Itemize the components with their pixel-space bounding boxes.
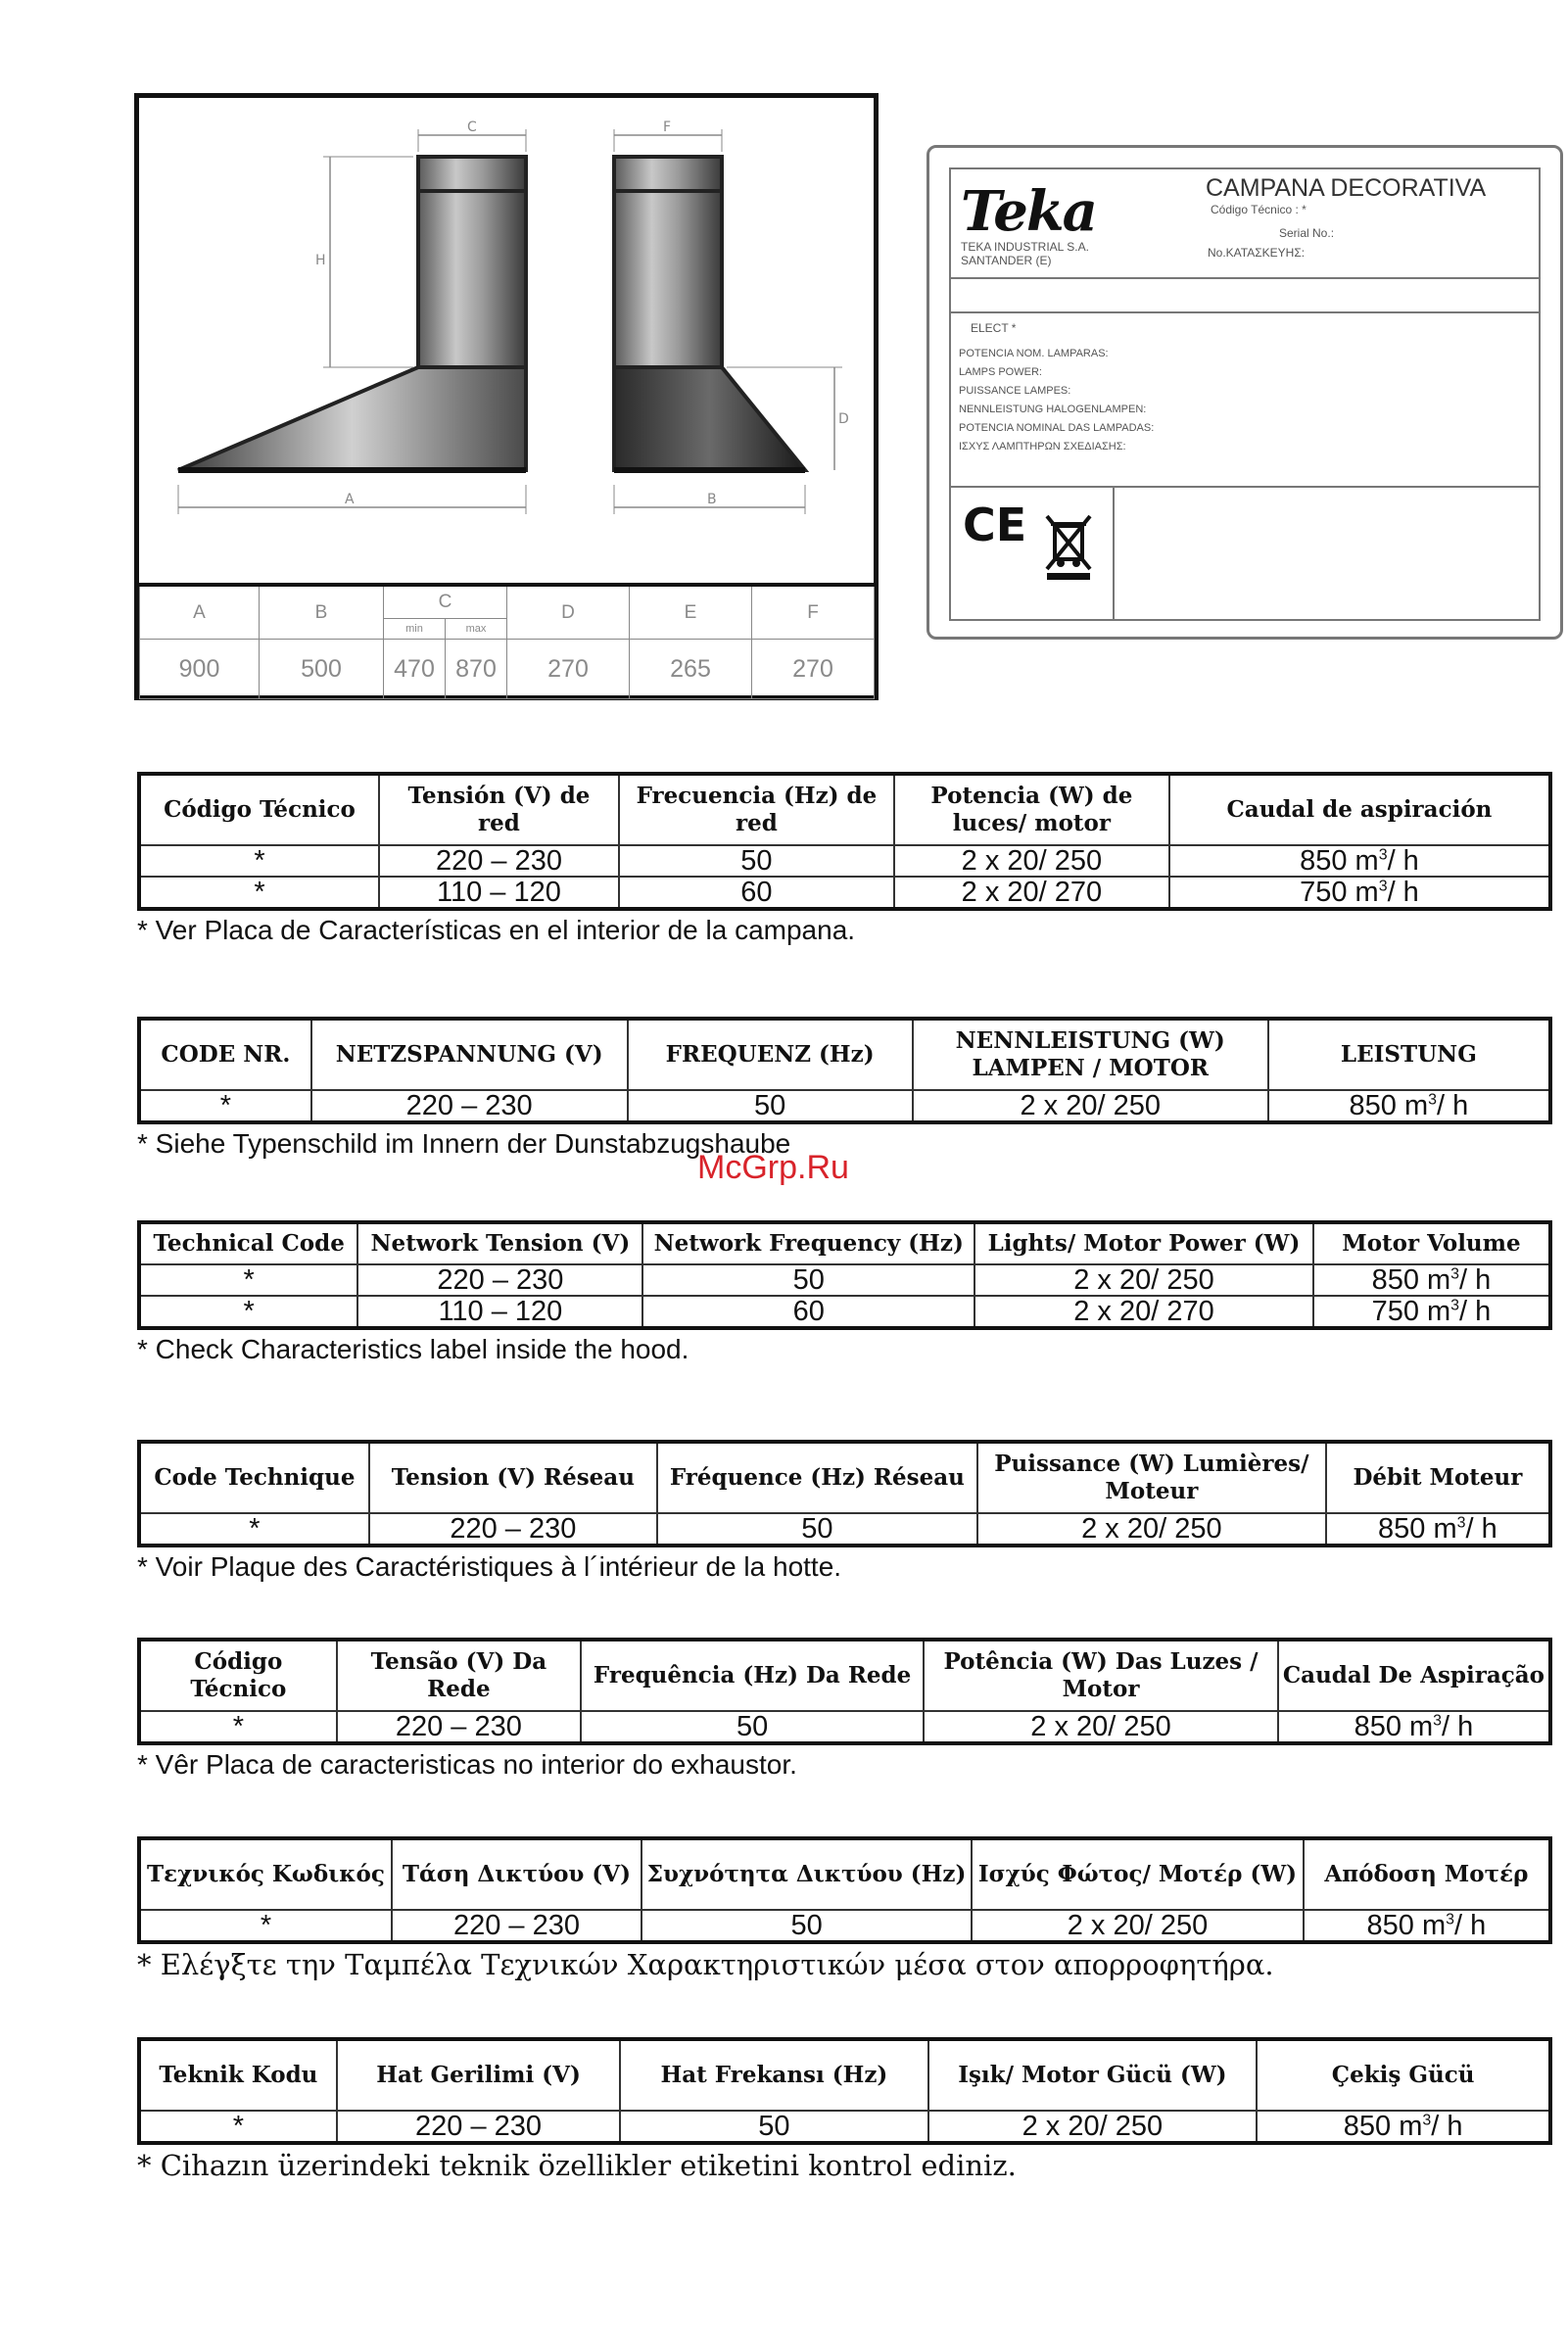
weee-bin-icon (1041, 512, 1096, 581)
cell: 50 (657, 1513, 977, 1546)
cell: 50 (620, 2111, 927, 2143)
table-note: * Vêr Placa de caracteristicas no interior do exhaustor. (137, 1749, 797, 1780)
table-row (139, 1264, 1550, 1296)
cell: 110 – 120 (357, 1296, 642, 1328)
table-row (139, 1513, 1550, 1546)
plate-power-line: PUISSANCE LAMPES: (959, 385, 1071, 397)
col-header: Frequência (Hz) Da Rede (581, 1640, 924, 1711)
col-header: Tensión (V) de red (379, 774, 619, 845)
rating-plate (927, 145, 1563, 640)
col-header: Frecuencia (Hz) de red (619, 774, 894, 845)
cell: 2 x 20/ 250 (928, 2111, 1258, 2143)
cell: * (139, 1296, 357, 1328)
col-header: NETZSPANNUNG (V) (311, 1019, 628, 1090)
watermark: McGrp.Ru (697, 1149, 849, 1186)
col-header: Caudal De Aspiração (1278, 1640, 1550, 1711)
cell: * (139, 845, 379, 877)
cell: 220 – 230 (392, 1910, 641, 1942)
spec-block-gr (137, 1836, 1552, 1981)
plate-power-line: POTENCIA NOMINAL DAS LAMPADAS: (959, 422, 1155, 434)
dim-header-f: F (752, 585, 875, 640)
dim-label-b: B (707, 492, 717, 507)
cell-flow: 850 $m^3/$ h (1169, 845, 1550, 877)
cell: 60 (619, 877, 894, 909)
col-header: Lights/ Motor Power (W) (974, 1222, 1313, 1264)
spec-table (137, 1836, 1552, 1944)
table-note: * Siehe Typenschild im Innern der Dunstabzugshaube (137, 1128, 791, 1159)
col-header: Código Técnico (139, 1640, 337, 1711)
col-header: LEISTUNG (1268, 1019, 1550, 1090)
cell: 60 (642, 1296, 974, 1328)
dim-label-h: H (315, 253, 326, 268)
spec-table (137, 772, 1552, 911)
cell: 50 (628, 1090, 913, 1122)
plate-power-line: POTENCIA NOM. LAMPARAS: (959, 348, 1109, 359)
col-header: Tensão (V) Da Rede (337, 1640, 581, 1711)
table-note: * Cihazın üzerindeki teknik özellikler etiketini kontrol ediniz. (137, 2149, 1017, 2182)
cell: 220 – 230 (337, 2111, 621, 2143)
dim-value: 500 (260, 640, 384, 699)
cell-flow: 850 $m^3/$ h (1326, 1513, 1550, 1546)
col-header: NENNLEISTUNG (W) LAMPEN / MOTOR (913, 1019, 1268, 1090)
plate-serial-greek: No.ΚΑΤΑΣΚΕΥΗΣ: (1208, 246, 1306, 260)
cell: 2 x 20/ 250 (913, 1090, 1268, 1122)
cell-flow: 850 $m^3/$ h (1278, 1711, 1550, 1743)
col-header: Código Técnico (139, 774, 379, 845)
plate-title: CAMPANA DECORATIVA (1206, 174, 1487, 202)
plate-code: Código Técnico : * (1211, 203, 1307, 216)
col-header: Τεχνικός Κωδικός (139, 1838, 392, 1910)
spec-block-de (137, 1017, 1552, 1160)
spec-block-es (137, 772, 1552, 946)
cell: * (139, 1711, 337, 1743)
cell: 50 (581, 1711, 924, 1743)
spec-table (137, 1220, 1552, 1330)
dim-label-d: D (838, 411, 849, 427)
spec-table (137, 1638, 1552, 1745)
cell: 2 x 20/ 270 (974, 1296, 1313, 1328)
col-header: Fréquence (Hz) Réseau (657, 1442, 977, 1513)
cell: * (139, 1090, 311, 1122)
cell: 220 – 230 (369, 1513, 657, 1546)
col-header: FREQUENZ (Hz) (628, 1019, 913, 1090)
spec-table (137, 1017, 1552, 1124)
table-row (139, 845, 1550, 877)
col-header: CODE NR. (139, 1019, 311, 1090)
cell: * (139, 877, 379, 909)
table-note: * Ελέγξτε την Ταμπέλα Τεχνικών Χαρακτηριστικών μέσα στον απορροφητήρα. (137, 1948, 1274, 1981)
spec-block-pt (137, 1638, 1552, 1781)
ce-mark: CE (963, 499, 1027, 551)
teka-logo: Teka (961, 179, 1096, 244)
col-header: Tension (V) Réseau (369, 1442, 657, 1513)
cell: * (139, 1910, 392, 1942)
cell: * (139, 1513, 369, 1546)
plate-serial: Serial No.: (1279, 226, 1335, 240)
dim-header-e: E (630, 585, 752, 640)
dim-header-b: B (260, 585, 384, 640)
front-view (614, 119, 849, 514)
spec-block-en (137, 1220, 1552, 1365)
dim-label-f: F (663, 119, 672, 135)
table-row (139, 1296, 1550, 1328)
spec-table (137, 1440, 1552, 1547)
table-row (139, 877, 1550, 909)
dim-label-c: C (467, 119, 477, 135)
dim-value: 270 (507, 640, 630, 699)
cell: 2 x 20/ 250 (977, 1513, 1326, 1546)
cell-flow: 850 $m^3/$ h (1268, 1090, 1550, 1122)
cell-flow: 850 $m^3/$ h (1257, 2111, 1550, 2143)
cell: 110 – 120 (379, 877, 619, 909)
col-header: Potência (W) Das Luzes / Motor (924, 1640, 1278, 1711)
cell: 50 (619, 845, 894, 877)
table-row (139, 1711, 1550, 1743)
plate-city: SANTANDER (E) (961, 254, 1052, 267)
col-header: Hat Frekansı (Hz) (620, 2039, 927, 2111)
cell: 2 x 20/ 250 (894, 845, 1169, 877)
dim-value: 900 (140, 640, 260, 699)
side-view (178, 119, 526, 514)
dim-value: 265 (630, 640, 752, 699)
dim-value: 870 (446, 640, 507, 699)
plate-power-line: ΙΣΧΥΣ ΛΑΜΠΤΗΡΩΝ ΣΧΕΔΙΑΣΗΣ: (959, 441, 1126, 452)
dim-subheader-max: max (446, 619, 507, 640)
cell: 220 – 230 (337, 1711, 581, 1743)
dim-header-c: C (384, 585, 507, 619)
col-header: Caudal de aspiración (1169, 774, 1550, 845)
spec-block-fr (137, 1440, 1552, 1583)
cell: 2 x 20/ 250 (924, 1711, 1278, 1743)
table-row (139, 1090, 1550, 1122)
col-header: Code Technique (139, 1442, 369, 1513)
col-header: Network Tension (V) (357, 1222, 642, 1264)
table-row (139, 1910, 1550, 1942)
cell-flow: 850 $m^3/$ h (1304, 1910, 1550, 1942)
dim-subheader-min: min (384, 619, 446, 640)
table-note: * Ver Placa de Características en el interior de la campana. (137, 915, 856, 945)
cell: 2 x 20/ 250 (972, 1910, 1304, 1942)
cell: 220 – 230 (357, 1264, 642, 1296)
dim-header-a: A (140, 585, 260, 640)
cell: 220 – 230 (311, 1090, 628, 1122)
cell: 50 (641, 1910, 972, 1942)
col-header: Συχνότητα Δικτύου (Hz) (641, 1838, 972, 1910)
plate-company: TEKA INDUSTRIAL S.A. (961, 240, 1089, 254)
cell: 50 (642, 1264, 974, 1296)
col-header: Ισχύς Φώτος/ Μοτέρ (W) (972, 1838, 1304, 1910)
col-header: Potencia (W) de luces/ motor (894, 774, 1169, 845)
dim-value: 270 (752, 640, 875, 699)
dim-label-a: A (345, 492, 355, 507)
table-note: * Voir Plaque des Caractéristiques à l´intérieur de la hotte. (137, 1551, 842, 1582)
cell: 2 x 20/ 250 (974, 1264, 1313, 1296)
cell: * (139, 1264, 357, 1296)
cell: 220 – 230 (379, 845, 619, 877)
hood-drawing-panel (134, 93, 879, 700)
hood-drawing (139, 98, 874, 583)
cell-flow: 750 $m^3/$ h (1313, 1296, 1550, 1328)
col-header: Hat Gerilimi (V) (337, 2039, 621, 2111)
col-header: Débit Moteur (1326, 1442, 1550, 1513)
dim-value: 470 (384, 640, 446, 699)
cell-flow: 750 $m^3/$ h (1169, 877, 1550, 909)
cell: 2 x 20/ 270 (894, 877, 1169, 909)
col-header: Puissance (W) Lumières/ Moteur (977, 1442, 1326, 1513)
spec-table (137, 2037, 1552, 2145)
col-header: Network Frequency (Hz) (642, 1222, 974, 1264)
plate-power-line: LAMPS POWER: (959, 366, 1042, 378)
plate-elect: ELECT * (971, 321, 1017, 335)
col-header: Motor Volume (1313, 1222, 1550, 1264)
spec-block-tr (137, 2037, 1552, 2182)
table-note: * Check Characteristics label inside the hood. (137, 1334, 689, 1364)
plate-power-line: NENNLEISTUNG HALOGENLAMPEN: (959, 404, 1147, 415)
col-header: Teknik Kodu (139, 2039, 337, 2111)
col-header: Technical Code (139, 1222, 357, 1264)
col-header: Τάση Δικτύου (V) (392, 1838, 641, 1910)
dimension-table (139, 583, 875, 699)
col-header: Απόδοση Μοτέρ (1304, 1838, 1550, 1910)
col-header: Çekiş Gücü (1257, 2039, 1550, 2111)
col-header: Işık/ Motor Gücü (W) (928, 2039, 1258, 2111)
table-row (139, 2111, 1550, 2143)
cell-flow: 850 $m^3/$ h (1313, 1264, 1550, 1296)
dim-header-d: D (507, 585, 630, 640)
cell: * (139, 2111, 337, 2143)
